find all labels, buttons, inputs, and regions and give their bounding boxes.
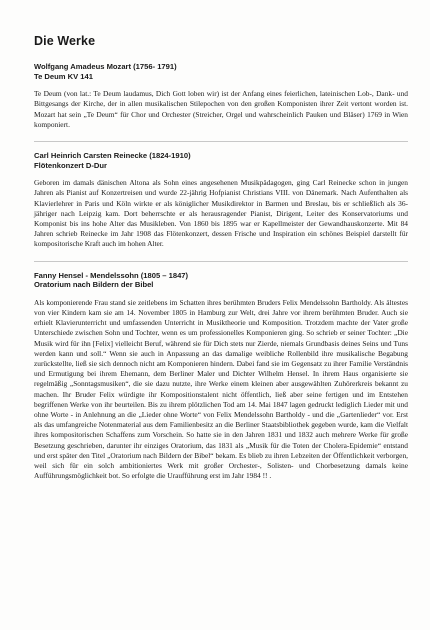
work-title: Te Deum KV 141 — [34, 71, 93, 81]
section-text: Te Deum (von lat.: Te Deum laudamus, Dich Gott loben wir) ist der Anfang eines feierlichen, lateinischen Lob-, Dank- und Bittgesangs der Kirche, der in allen musikalischen Stilepochen von den großen Komponisten ihrer Zeit vertont worden ist. Mozart hat sein „Te Deum“ für Chor und Orchester (Streicher, Orgel und wahrscheinlich Pauken und Bläser) 1769 in Wien komponiert. — [34, 89, 408, 129]
section-text: Geboren im damals dänischen Altona als Sohn eines angesehenen Musikpädagogen, ging Carl Reinecke schon in jungen Jahren als Pianist auf Konzertreisen und wurde 22-jährig Hofpianist Christians VIII. von Dänemark. Nach Aufenthalten als Klavierlehrer in Paris und Köln wirkte er als königlicher Musikdirektor in Barmen und Breslau, bis er schließlich als 36-jähriger nach Leipzig kam. Dort beherrschte er als herausragender Pianist, Dirigent, Leiter des Konservatoriums und Komponist bis ins hohe Alter das Musikleben. Von 1860 bis 1895 war er Kapellmeister der Gewandhauskonzerte. Mit 84 Jahren schrieb Reinecke im Jahr 1908 das Flötenkonzert, dessen Frische und Inspiration ein schönes Beispiel darstellt für kompositorische Kraft auch im hohen Alter. — [34, 178, 408, 249]
section-reinecke — [34, 151, 408, 250]
section-hensel — [34, 271, 408, 482]
document-page — [34, 34, 408, 492]
composer-name: Wolfgang Amadeus Mozart (1756- 1791) — [34, 62, 177, 71]
composer-name: Carl Heinrich Carsten Reinecke (1824-1910) — [34, 151, 191, 160]
section-mozart — [34, 62, 408, 130]
section-divider — [34, 261, 408, 262]
section-heading — [34, 62, 408, 81]
section-divider — [34, 141, 408, 142]
section-text: Als komponierende Frau stand sie zeitlebens im Schatten ihres berühmten Bruders Felix Mendelssohn Bartholdy. Als ältestes von vier Kindern kam sie am 14. November 1805 in Hamburg zur Welt, drei Jahre vor ihrem berühmten Bruder. Auch sie erhielt Klavierunterricht und umfassenden Unterricht in Musiktheorie und Komposition. Trotzdem machte der Vater große Unterschiede zwischen Sohn und Tochter, wenn es um professionelles Komponieren ging. So schrieb er seiner Tochter: „Die Musik wird für ihn [Felix] vielleicht Beruf, während sie für Dich stets nur Zierde, niemals Grundbasis deines Seins und Tuns werden kann und soll.“ Wenn sie auch in Anpassung an das damalige weibliche Rollenbild ihre musikalische Begabung zurückstellte, ließ sie sich dennoch nicht am Komponieren hindern. Dabei fand sie im Gegensatz zu ihrer Familie Verständnis und Ermutigung bei ihrem Ehemann, dem Berliner Maler und Dichter Wilhelm Hensel. In ihrem Haus organisierte sie regelmäßig „Sonntagsmusiken“, die sie dazu nutzte, ihre Werke einem kleinen aber ausgewählten Zuhörerkreis bekannt zu machen. Ihr Bruder Felix würdigte ihr Kompositionstalent nicht öffentlich, ließ aber seine fertigen und im Entstehen begriffenen Werke von ihr beurteilen. Bis zu ihrem plötzlichen Tod am 14. Mai 1847 lagen gedruckt lediglich Lieder mit und ohne Worte - in Anlehnung an die „Lieder ohne Worte“ von Felix Mendelssohn Bartholdy - und die „Gartenlieder“ vor. Erst als das umfangreiche Notenmaterial aus dem Familienbesitz an die Berliner Staatsbibliothek gegeben wurde, kam die Vielfalt ihres kompositorischen Schaffens zum Vorschein. So hatte sie in den Jahren 1831 und 1832 auch mehrere Werke für große Besetzung geschrieben, darunter ihr einziges Oratorium, das 1831 als „Musik für die Toten der Cholera-Epidemie“ entstand und erst später den Titel „Oratorium nach Bildern der Bibel“ bekam. Es blieb zu ihren Lebzeiten der Öffentlichkeit verborgen, weil sich für ein solch ambitioniertes Werk mit großer Orchester-, Solisten- und Chorbesetzung damals keine Aufführungsmöglichkeit bot. So erfolgte die Uraufführung erst im Jahr 1984 !! . — [34, 297, 408, 481]
section-heading — [34, 271, 408, 290]
composer-name: Fanny Hensel - Mendelssohn (1805 – 1847) — [34, 270, 189, 280]
work-title: Flötenkonzert D-Dur — [34, 160, 107, 170]
work-title: Oratorium nach Bildern der Bibel — [34, 280, 154, 290]
page-title: Die Werke — [34, 34, 96, 48]
section-heading — [34, 151, 408, 170]
